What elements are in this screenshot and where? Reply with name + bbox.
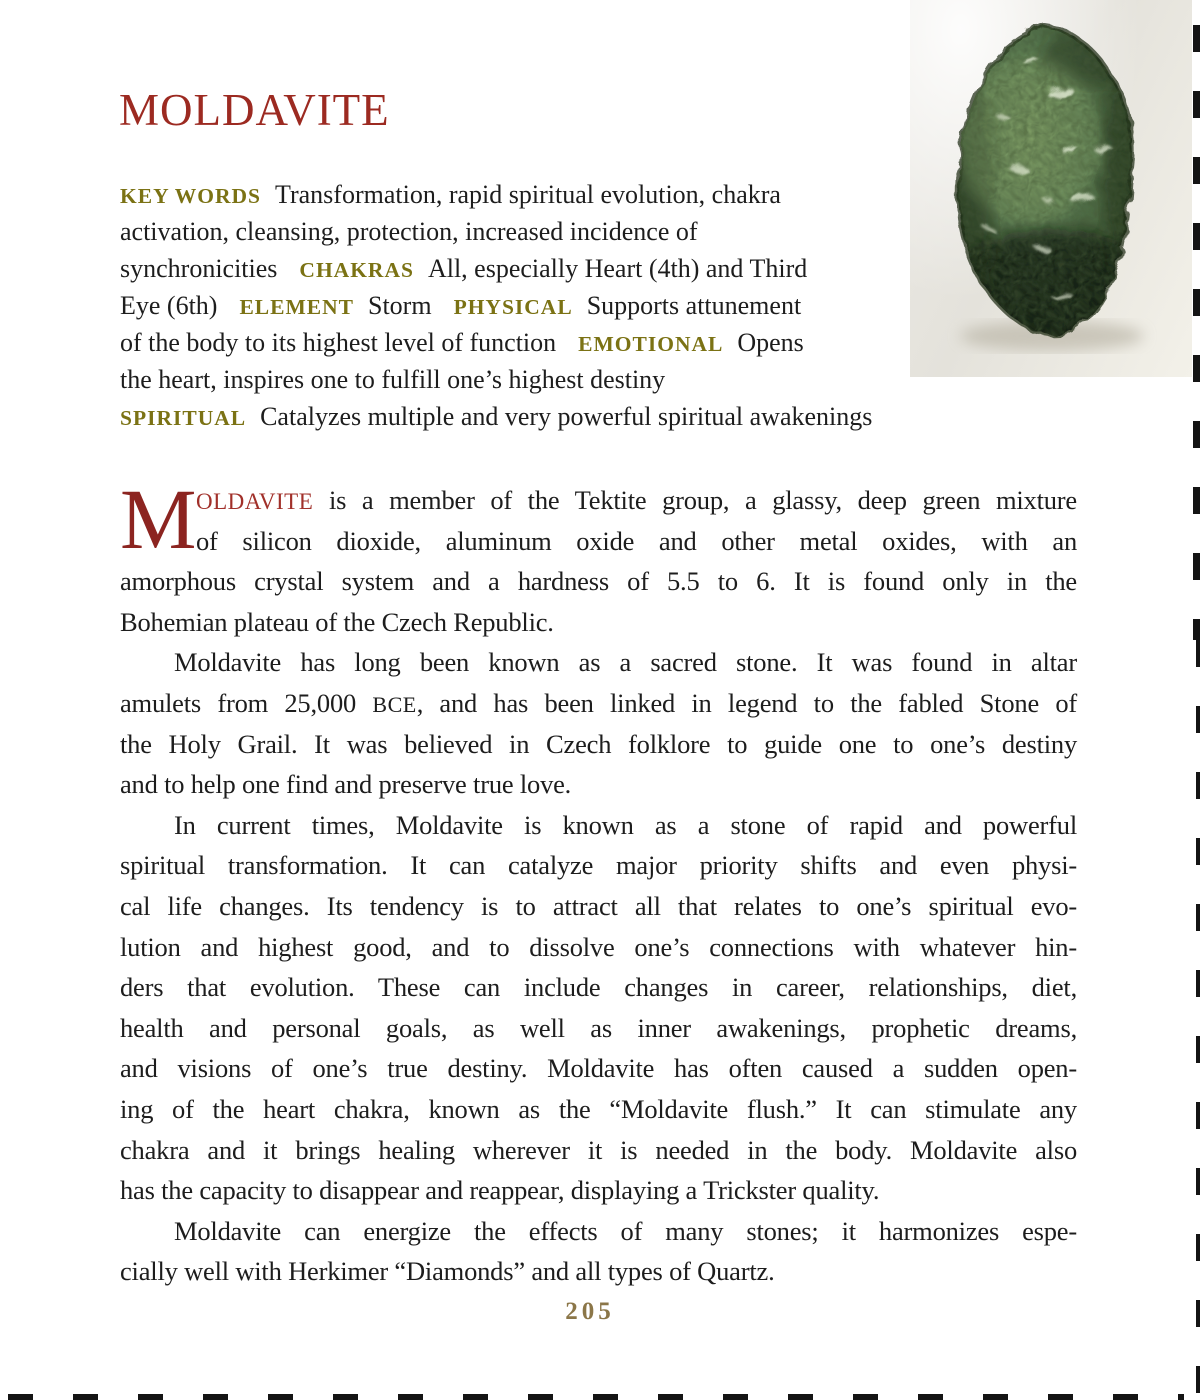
text-line <box>120 724 1077 765</box>
keyword-text: Eye (6th) <box>120 291 218 320</box>
keyword-text: the heart, inspires one to fulfill one’s highest destiny <box>120 365 666 394</box>
paragraph <box>120 805 1077 1211</box>
keyword-label: PHYSICAL <box>453 295 573 319</box>
text-line <box>120 602 1077 643</box>
text-line <box>120 1008 1077 1049</box>
keyword-label: KEY WORDS <box>120 184 262 208</box>
keyword-text: All, especially Heart (4th) and Third <box>427 254 808 283</box>
keyword-text: Storm <box>368 291 432 320</box>
body-text-segment: spiritual transformation. It can catalyze major priority shifts and even physi- <box>120 850 1077 881</box>
paragraph <box>120 1211 1077 1292</box>
body-text-segment: ders that evolution. These can include changes in career, relationships, diet, <box>120 972 1077 1003</box>
keywords-line <box>120 250 950 287</box>
body-text-segment: of silicon dioxide, aluminum oxide and other metal oxides, with an <box>196 525 1077 556</box>
body-text-segment: Bohemian plateau of the Czech Republic. <box>120 606 554 637</box>
text-line <box>120 561 1077 602</box>
body-text-segment: In current times, Moldavite is known as a stone of rapid and powerful <box>174 809 1077 840</box>
keyword-label: CHAKRAS <box>299 258 414 282</box>
text-line <box>120 805 1077 846</box>
text-line <box>120 927 1077 968</box>
text-line <box>120 845 1077 886</box>
paragraph <box>120 471 1077 642</box>
page-title: MOLDAVITE <box>119 85 390 135</box>
page-number: 205 <box>565 1298 615 1325</box>
keyword-text: Catalyzes multiple and very powerful spiritual awakenings <box>260 402 873 431</box>
text-line <box>120 967 1077 1008</box>
drop-cap: M <box>120 471 197 567</box>
text-line <box>120 683 1077 724</box>
keyword-text: synchronicities <box>120 254 278 283</box>
keywords-line <box>120 324 950 361</box>
body-text-segment: Moldavite can energize the effects of many stones; it harmonizes espe- <box>174 1215 1077 1246</box>
keywords-line <box>120 213 950 250</box>
keyword-label: ELEMENT <box>239 295 354 319</box>
text-line <box>120 1048 1077 1089</box>
text-line <box>120 1130 1077 1171</box>
body-text-segment: chakra and it brings healing wherever it is needed in the body. Moldavite also <box>120 1134 1077 1165</box>
body-text-segment: cal life changes. Its tendency is to attract all that relates to one’s spiritual evo- <box>120 890 1077 921</box>
keyword-text: of the body to its highest level of function <box>120 328 557 357</box>
text-line <box>120 886 1077 927</box>
text-line <box>120 1089 1077 1130</box>
body-text-segment: amorphous crystal system and a hardness of 5.5 to 6. It is found only in the <box>120 566 1077 597</box>
page-edge-marks-right-upper <box>1193 25 1200 640</box>
keyword-text: Transformation, rapid spiritual evolution, chakra <box>275 180 781 209</box>
body-text-segment: and to help one find and preserve true love. <box>120 769 572 800</box>
keywords-line <box>120 287 950 324</box>
body-text-segment: ing of the heart chakra, known as the “Moldavite flush.” It can stimulate any <box>120 1093 1077 1124</box>
text-line <box>196 521 1077 562</box>
body-text-segment: and visions of one’s true destiny. Moldavite has often caused a sudden open- <box>120 1053 1077 1084</box>
body-text-segment: lution and highest good, and to dissolve one’s connections with whatever hin- <box>120 931 1077 962</box>
moldavite-stone-photo <box>910 0 1192 377</box>
keyword-label: EMOTIONAL <box>578 332 724 356</box>
text-line <box>196 480 1077 521</box>
keywords-block <box>120 176 950 435</box>
page-edge-marks-bottom <box>8 1394 1184 1400</box>
body-text-segment: Moldavite has long been known as a sacred stone. It was found in altar <box>174 647 1077 678</box>
keyword-label: SPIRITUAL <box>120 406 247 430</box>
body-text-segment: is a member of the Tektite group, a glassy, deep green mixture <box>313 485 1077 515</box>
text-line <box>120 1170 1077 1211</box>
body-text <box>120 471 1078 1292</box>
text-line <box>120 1251 1077 1292</box>
page-edge-marks-right-lower <box>1196 640 1200 1398</box>
keyword-text: Opens <box>737 328 804 357</box>
keywords-line <box>120 361 950 398</box>
stone-name-smallcaps: OLDAVITE <box>196 489 314 514</box>
page-footer <box>0 1298 1180 1326</box>
body-text-segment: has the capacity to disappear and reappear, displaying a Trickster quality. <box>120 1175 880 1206</box>
keyword-text: activation, cleansing, protection, increased incidence of <box>120 217 698 246</box>
body-text-segment: , and has been linked in legend to the fabled Stone of <box>416 687 1078 718</box>
text-line <box>120 1211 1077 1252</box>
paragraph <box>120 642 1077 804</box>
keyword-text: Supports attunement <box>586 291 802 320</box>
text-line <box>120 764 1077 805</box>
keywords-line <box>120 398 950 435</box>
body-text-segment: amulets from 25,000 <box>120 687 373 718</box>
smallcaps-text: BCE <box>372 691 417 717</box>
keywords-line <box>120 176 950 213</box>
moldavite-stone-illustration <box>910 0 1192 377</box>
body-text-segment: the Holy Grail. It was believed in Czech folklore to guide one to one’s destiny <box>120 728 1077 759</box>
body-text-segment: cially well with Herkimer “Diamonds” and all types of Quartz. <box>120 1256 775 1287</box>
text-line <box>120 642 1077 683</box>
body-text-segment: health and personal goals, as well as inner awakenings, prophetic dreams, <box>120 1012 1077 1043</box>
